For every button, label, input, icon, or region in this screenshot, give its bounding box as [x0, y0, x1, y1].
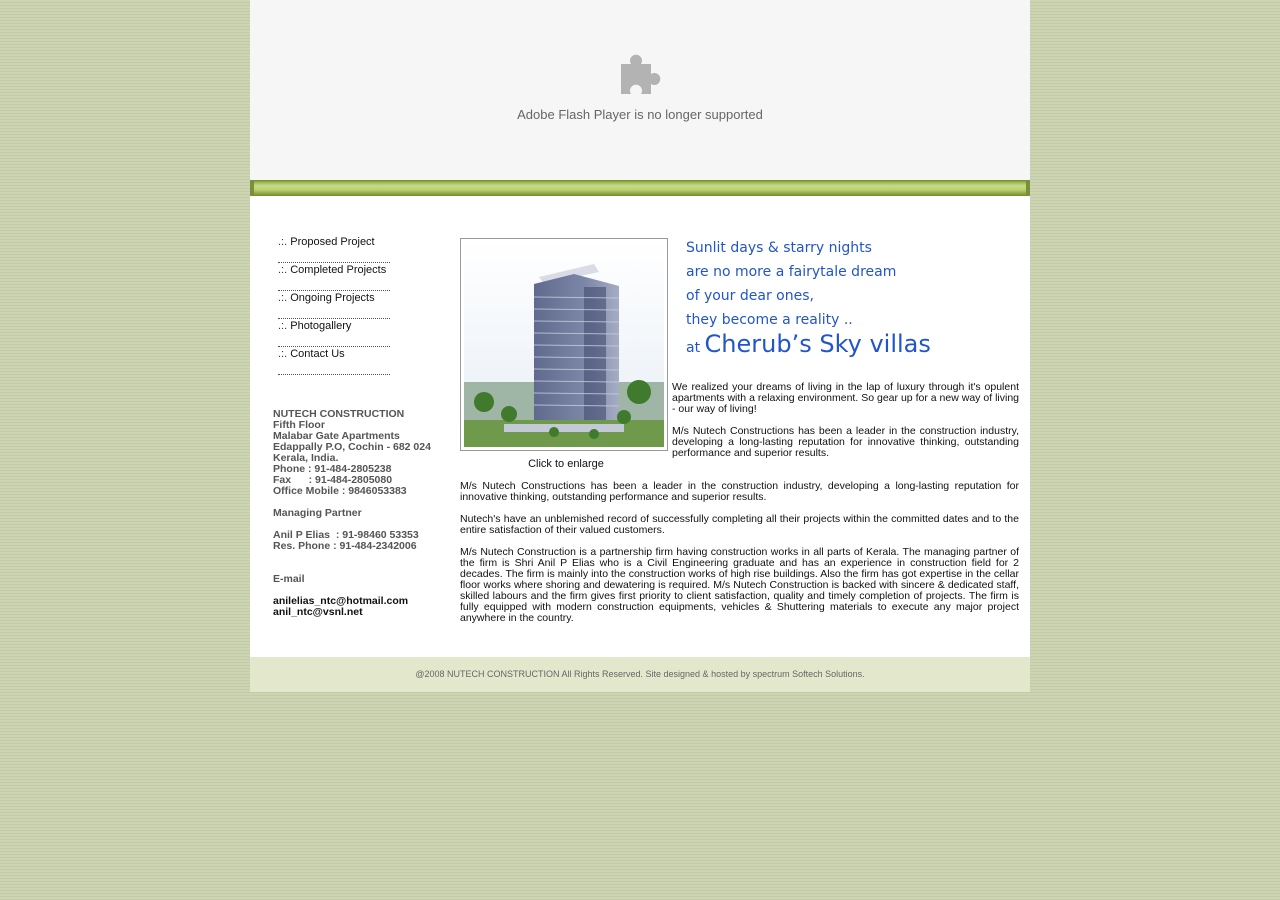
slogan-line: are no more a fairytale dream	[686, 264, 897, 280]
project-name: Cherub’s Sky villas	[704, 330, 931, 358]
partner-phone: Anil P Elias : 91-98460 53353	[273, 529, 419, 541]
nav-label: Ongoing Projects	[290, 292, 375, 304]
click-to-enlarge-link[interactable]: Click to enlarge	[528, 458, 604, 470]
intro-text	[672, 382, 1019, 470]
nav-bullet: .:.	[278, 348, 288, 360]
side-navigation	[278, 236, 390, 376]
building-photo[interactable]	[464, 242, 664, 447]
contact-details	[273, 409, 448, 618]
flash-unsupported-message: Adobe Flash Player is no longer supported	[517, 107, 763, 122]
nav-label: Completed Projects	[290, 264, 387, 276]
nav-completed-projects[interactable]	[278, 264, 390, 291]
nav-label: Proposed Project	[290, 236, 375, 248]
about-paragraph: M/s Nutech Constructions has been a leader in the construction industry, developing a long-lasting reputation for innovative thinking, outstanding performance and superior results.	[460, 480, 1019, 503]
nav-proposed-project[interactable]	[278, 236, 390, 263]
nav-bullet: .:.	[278, 264, 288, 276]
address-line: Edappally P.O, Cochin - 682 024	[273, 441, 431, 453]
footer	[250, 657, 1030, 692]
slogan-line: of your dear ones,	[686, 288, 814, 304]
nav-photogallery[interactable]	[278, 320, 390, 347]
page-container	[250, 0, 1030, 692]
address-line: Kerala, India.	[273, 452, 339, 464]
phone-number: Phone : 91-484-2805238	[273, 463, 392, 475]
slogan-at: at	[686, 340, 701, 356]
email-heading: E-mail	[273, 573, 305, 585]
green-divider-bar	[250, 180, 1030, 196]
nav-label: Contact Us	[290, 348, 345, 360]
project-photo-frame[interactable]	[460, 238, 668, 451]
puzzle-piece-icon	[619, 52, 663, 96]
email-link[interactable]: anil_ntc@vsnl.net	[273, 606, 363, 618]
residence-phone: Res. Phone : 91-484-2342006	[273, 540, 417, 552]
about-paragraph: Nutech's have an unblemished record of successfully completing all their projects within the committed dates and to the entire satisfaction of their valued customers.	[460, 513, 1019, 536]
intro-paragraph: M/s Nutech Constructions has been a leader in the construction industry, developing a long-lasting reputation for innovative thinking, outstanding performance and superior results.	[672, 425, 1019, 459]
nav-contact-us[interactable]	[278, 348, 390, 375]
fax-number: Fax : 91-484-2805080	[273, 474, 393, 486]
nav-bullet: .:.	[278, 292, 288, 304]
email-link[interactable]: anilelias_ntc@hotmail.com	[273, 595, 409, 607]
nav-bullet: .:.	[278, 320, 288, 332]
address-line: Malabar Gate Apartments	[273, 430, 400, 442]
company-name: NUTECH CONSTRUCTION	[273, 408, 405, 420]
flash-placeholder[interactable]	[250, 0, 1030, 180]
nav-bullet: .:.	[278, 236, 288, 248]
slogan-line: Sunlit days & starry nights	[686, 240, 872, 256]
intro-paragraph: We realized your dreams of living in the lap of luxury through it's opulent apartments with a relaxing environment. So gear up for a new way of living - our way of living!	[672, 381, 1019, 415]
address-line: Fifth Floor	[273, 419, 325, 431]
managing-partner-heading: Managing Partner	[273, 507, 362, 519]
about-text	[460, 481, 1019, 635]
nav-label: Photogallery	[290, 320, 352, 332]
copyright-text: @2008 NUTECH CONSTRUCTION All Rights Reserved. Site designed & hosted by spectrum Softech Solutions.	[415, 669, 865, 679]
office-mobile: Office Mobile : 9846053383	[273, 485, 407, 497]
nav-ongoing-projects[interactable]	[278, 292, 390, 319]
slogan-heading	[686, 236, 1006, 360]
about-paragraph: M/s Nutech Construction is a partnership firm having construction works in all parts of Kerala. The managing partner of the firm is Shri Anil P Elias who is a Civil Engineering graduate and has an experience in construction field for 2 decades. The firm is mainly into the construction works of high rise buildings. Also the firm has got expertise in the cellar floor works where shoring and dewatering is required. M/s Nutech Construction is backed with sincere & dedicated staff, skilled labours and the firm gives first priority to client satisfaction, quality and timely completion of projects. The firm is fully equipped with modern construction equipments, vehicles & Shuttering materials to execute any major project anywhere in the country.	[460, 546, 1019, 624]
slogan-line: they become a reality ..	[686, 312, 853, 328]
